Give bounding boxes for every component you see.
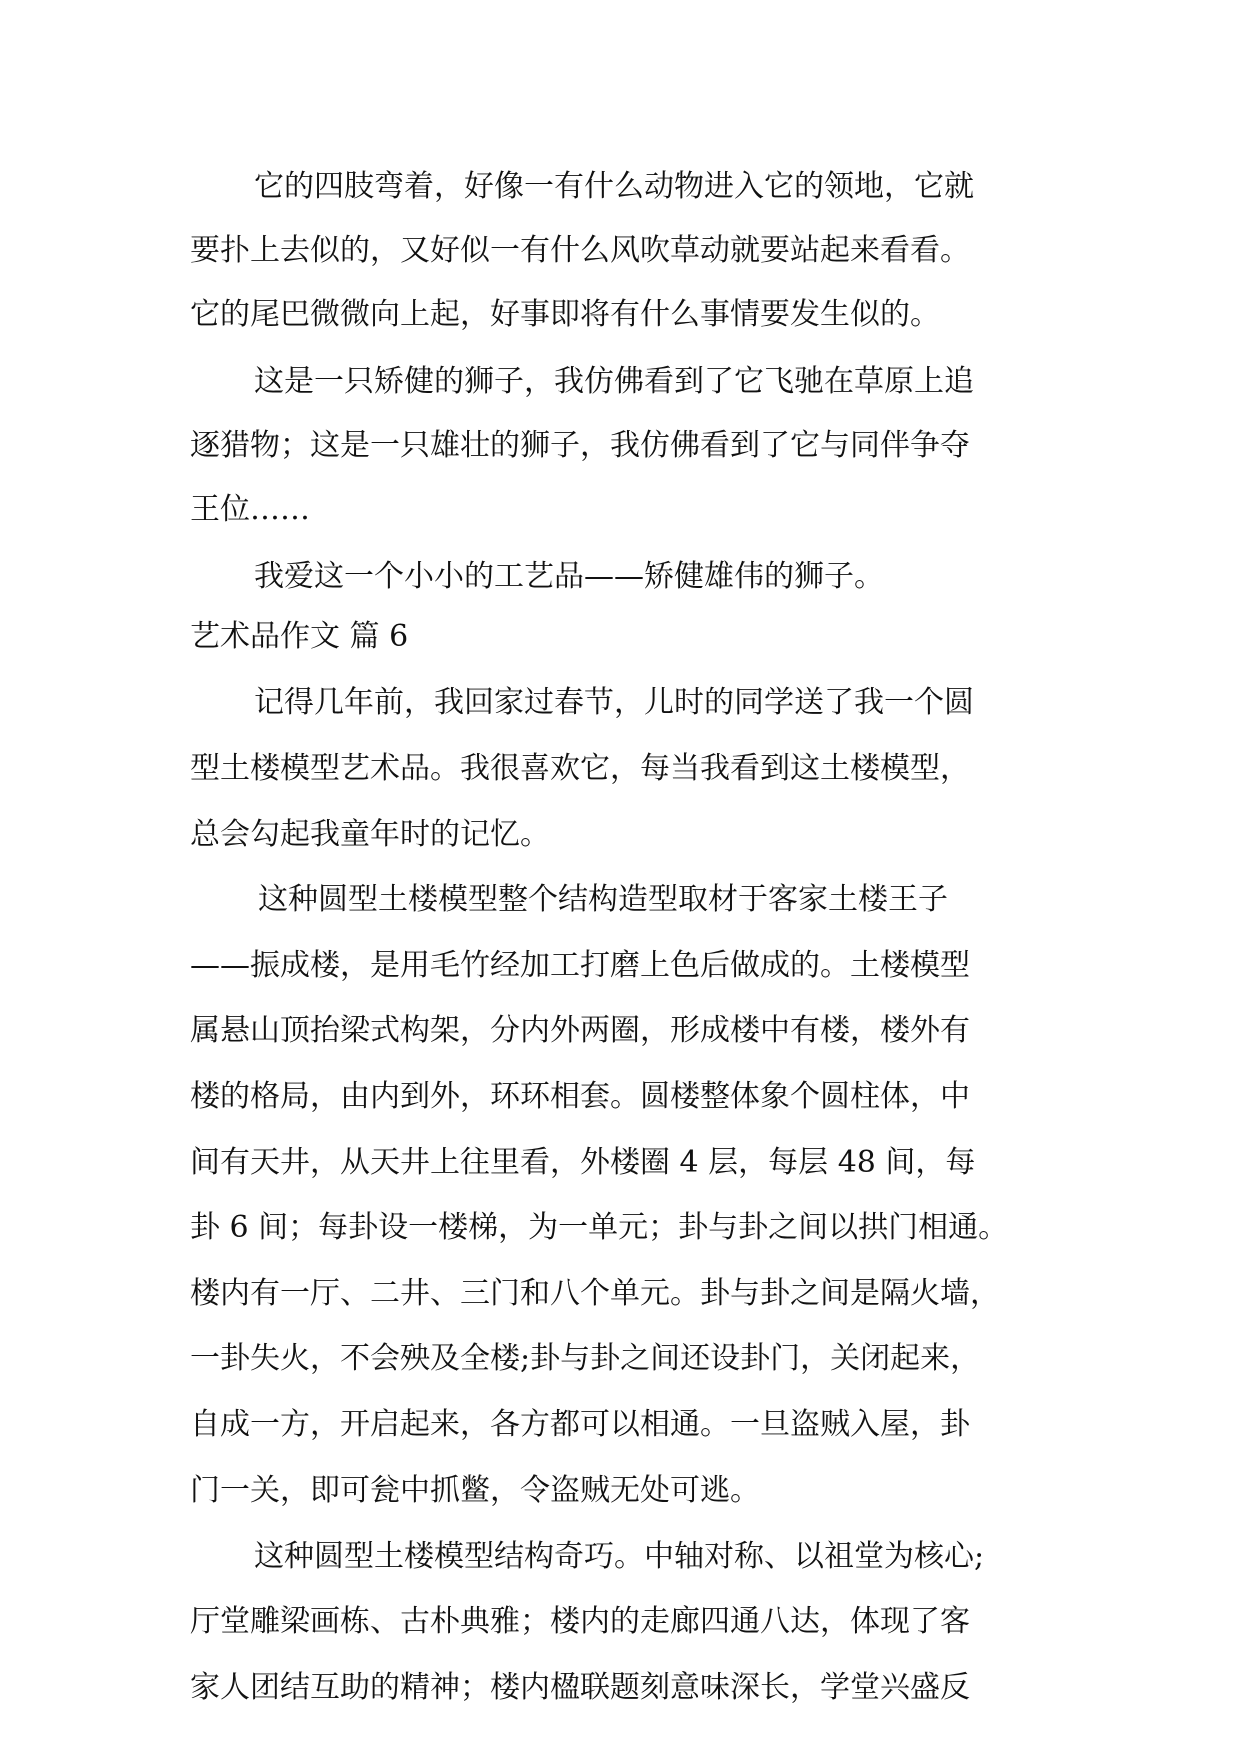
paragraph-line-22: 这种圆型土楼模型结构奇巧。中轴对称、以祖堂为核心; <box>254 1539 985 1574</box>
paragraph-line-14: 属悬山顶抬梁式构架，分内外两圈，形成楼中有楼，楼外有 <box>190 1013 970 1048</box>
paragraph-line-6: 王位…… <box>190 492 310 527</box>
paragraph-line-7: 我爱这一个小小的工艺品——矫健雄伟的狮子。 <box>254 559 884 594</box>
paragraph-line-10: 型土楼模型艺术品。我很喜欢它，每当我看到这土楼模型， <box>190 751 970 786</box>
section-heading: 艺术品作文 篇 6 <box>190 619 409 654</box>
paragraph-line-2: 要扑上去似的，又好似一有什么风吹草动就要站起来看看。 <box>190 233 970 268</box>
paragraph-line-5: 逐猎物；这是一只雄壮的狮子，我仿佛看到了它与同伴争夺 <box>190 428 970 463</box>
paragraph-line-13: ——振成楼，是用毛竹经加工打磨上色后做成的。土楼模型 <box>190 948 970 983</box>
paragraph-line-16: 间有天井，从天井上往里看，外楼圈 4 层，每层 48 间，每 <box>190 1145 976 1180</box>
paragraph-line-3: 它的尾巴微微向上起，好事即将有什么事情要发生似的。 <box>190 297 940 332</box>
paragraph-line-4: 这是一只矫健的狮子，我仿佛看到了它飞驰在草原上追 <box>254 364 974 399</box>
paragraph-line-12: 这种圆型土楼模型整个结构造型取材于客家土楼王子 <box>258 882 948 917</box>
paragraph-line-15: 楼的格局，由内到外，环环相套。圆楼整体象个圆柱体，中 <box>190 1079 970 1114</box>
paragraph-line-18: 楼内有一厅、二井、三门和八个单元。卦与卦之间是隔火墙， <box>190 1276 1000 1311</box>
paragraph-line-21: 门一关，即可瓮中抓鳖，令盗贼无处可逃。 <box>190 1473 760 1508</box>
paragraph-line-1: 它的四肢弯着，好像一有什么动物进入它的领地，它就 <box>254 169 974 204</box>
paragraph-line-20: 自成一方，开启起来，各方都可以相通。一旦盗贼入屋，卦 <box>190 1407 970 1442</box>
paragraph-line-19: 一卦失火，不会殃及全楼;卦与卦之间还设卦门，关闭起来， <box>190 1341 981 1376</box>
paragraph-line-23: 厅堂雕梁画栋、古朴典雅；楼内的走廊四通八达，体现了客 <box>190 1604 970 1639</box>
paragraph-line-11: 总会勾起我童年时的记忆。 <box>190 817 550 852</box>
paragraph-line-24: 家人团结互助的精神；楼内楹联题刻意味深长，学堂兴盛反 <box>190 1670 970 1705</box>
paragraph-line-17: 卦 6 间；每卦设一楼梯，为一单元；卦与卦之间以拱门相通。 <box>190 1210 1009 1245</box>
paragraph-line-9: 记得几年前，我回家过春节，儿时的同学送了我一个圆 <box>254 685 974 720</box>
